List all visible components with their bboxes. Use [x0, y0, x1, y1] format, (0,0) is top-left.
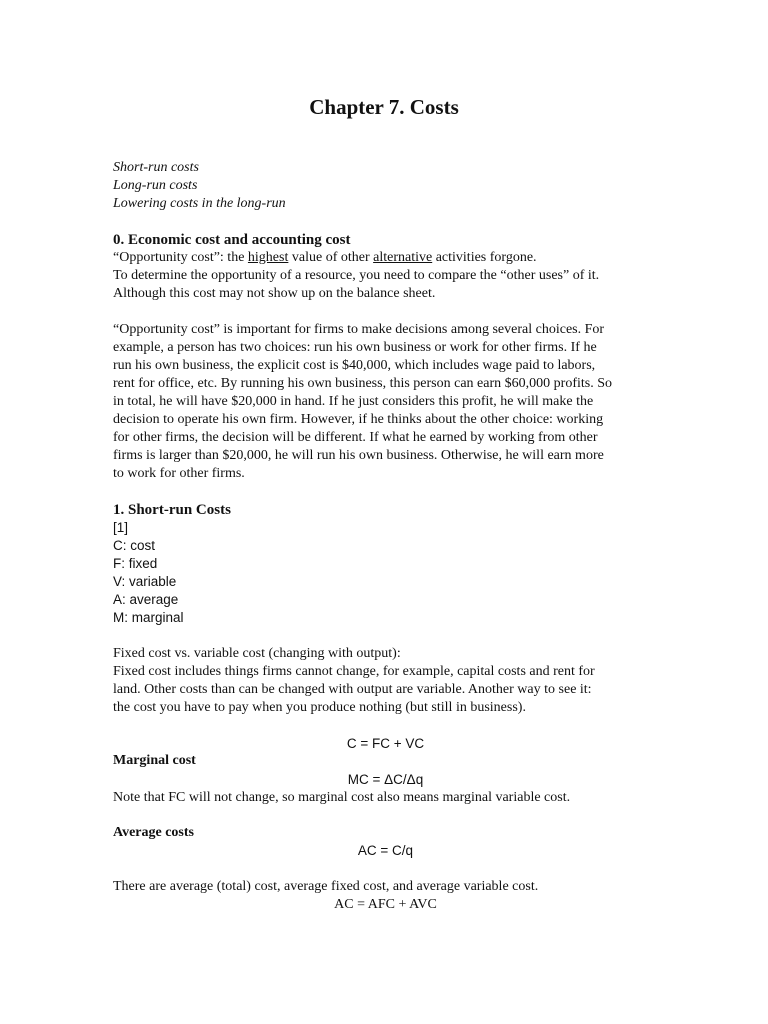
paragraph-line: to work for other firms.: [113, 466, 245, 481]
abbreviation-item: [1]: [113, 520, 129, 535]
paragraph-line: Although this cost may not show up on the balance sheet.: [113, 286, 436, 301]
paragraph-line: Fixed cost vs. variable cost (changing with output):: [113, 646, 401, 661]
toc-item: Long-run costs: [113, 178, 198, 193]
underlined-word: alternative: [373, 250, 433, 265]
average-costs-heading: Average costs: [113, 825, 194, 840]
paragraph-line: land. Other costs than can be changed with output are variable. Another way to see it:: [113, 682, 592, 697]
abbreviation-item: F: fixed: [113, 556, 158, 571]
text-fragment: value of other: [288, 250, 374, 265]
abbreviation-item: A: average: [113, 592, 179, 607]
abbreviation-item: C: cost: [113, 538, 156, 553]
equation-marginal-cost: MC = ΔC/Δq: [347, 772, 424, 787]
average-costs-note: There are average (total) cost, average fixed cost, and average variable cost.: [113, 879, 539, 894]
equation-average-cost: AC = C/q: [357, 843, 414, 858]
abbreviation-list: [113, 519, 658, 627]
toc-item: Short-run costs: [113, 160, 199, 175]
abbreviation-item: V: variable: [113, 574, 177, 589]
paragraph-line: run his own business, the explicit cost is $40,000, which includes wage paid to labors,: [113, 358, 596, 373]
section-heading-0: 0. Economic cost and accounting cost: [113, 232, 351, 248]
text-fragment: activities forgone.: [432, 250, 537, 265]
abbreviation-item: M: marginal: [113, 610, 184, 625]
paragraph-line: firms is larger than $20,000, he will run his own business. Otherwise, he will earn more: [113, 448, 604, 463]
paragraph-line: for other firms, the decision will be different. If what he earned by working from other: [113, 430, 598, 445]
table-of-contents: [113, 159, 658, 213]
paragraph-line: example, a person has two choices: run his own business or work for other firms. If he: [113, 340, 597, 355]
equation-average-decomposition: AC = AFC + AVC: [334, 897, 437, 912]
section-heading-1: 1. Short-run Costs: [113, 502, 231, 518]
toc-item: Lowering costs in the long-run: [113, 196, 286, 211]
paragraph-line: “Opportunity cost” is important for firms to make decisions among several choices. For: [113, 322, 605, 337]
text-fragment: “Opportunity cost”: the: [113, 250, 248, 265]
equation-total-cost: C = FC + VC: [346, 736, 425, 751]
paragraph-line: Fixed cost includes things firms cannot change, for example, capital costs and rent for: [113, 664, 595, 679]
marginal-cost-heading: Marginal cost: [113, 753, 196, 768]
paragraph-line: rent for office, etc. By running his own business, this person can earn $60,000 profits. So: [113, 376, 612, 391]
marginal-cost-note: Note that FC will not change, so marginal cost also means marginal variable cost.: [113, 790, 571, 805]
paragraph-line: To determine the opportunity of a resource, you need to compare the “other uses” of it.: [113, 268, 600, 283]
page-title: Chapter 7. Costs: [309, 95, 459, 119]
paragraph-line: the cost you have to pay when you produce nothing (but still in business).: [113, 700, 526, 715]
opportunity-cost-example-paragraph: [113, 321, 658, 483]
underlined-word: highest: [247, 250, 289, 265]
opportunity-cost-definition: [113, 249, 658, 267]
paragraph-line: in total, he will have $20,000 in hand. If he just considers this profit, he will make the: [113, 394, 594, 409]
paragraph-line: decision to operate his own firm. However, if he thinks about the other choice: working: [113, 412, 604, 427]
fixed-variable-paragraph: [113, 645, 658, 717]
